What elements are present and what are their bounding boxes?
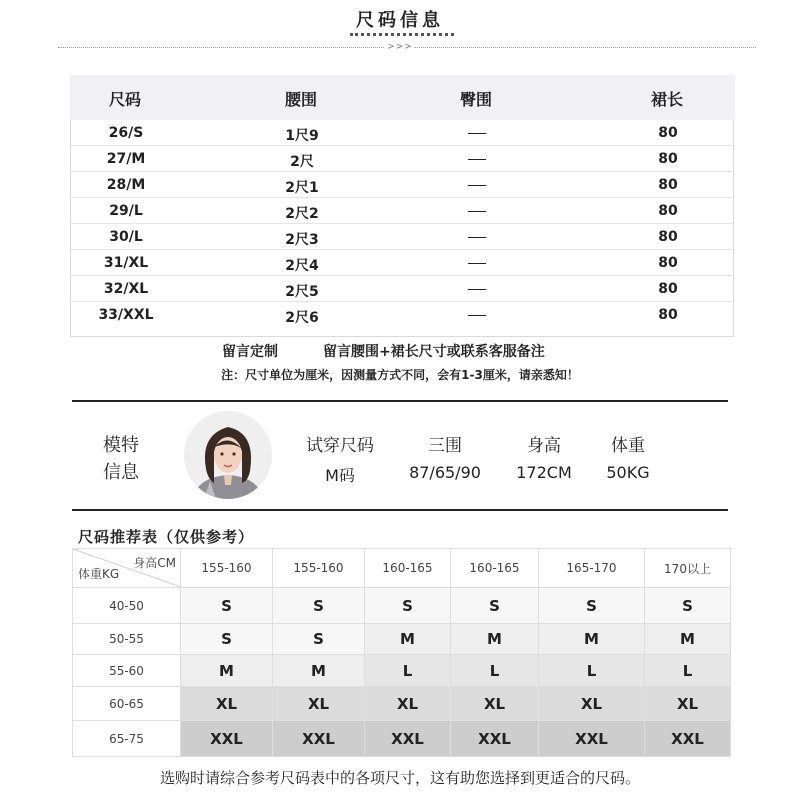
length-cell: 80 xyxy=(658,203,678,219)
length-cell: 80 xyxy=(658,229,678,245)
size-row xyxy=(71,172,733,198)
page-title: 尺码信息 xyxy=(356,10,444,31)
weight-range-label: 65-75 xyxy=(73,721,181,757)
measurement-note: 注：尺寸单位为厘米，因测量方式不同，会有1-3厘米，请亲悉知！ xyxy=(221,368,579,382)
size-cell: 33/XXL xyxy=(98,307,154,323)
waist-cell: 2尺2 xyxy=(285,206,319,222)
model-height: 身高 172CM xyxy=(516,436,572,482)
header-hip: 臀围 xyxy=(459,90,492,109)
size-table-header xyxy=(70,75,735,120)
recommended-size-cell: M xyxy=(539,624,645,655)
model-avatar xyxy=(184,411,272,499)
recommend-row xyxy=(73,624,731,655)
recommended-size-cell: XL xyxy=(273,687,365,721)
recommended-size-cell: XL xyxy=(539,687,645,721)
hip-cell xyxy=(417,177,537,193)
height-range-header: 155-160 xyxy=(181,549,273,588)
footer-tip: 选购时请综合参考尺码表中的各项尺寸，这有助您选择到更适合的尺码。 xyxy=(159,769,640,787)
weight-range-label: 40-50 xyxy=(73,588,181,624)
height-range-header: 160-165 xyxy=(451,549,539,588)
header-skirt-length: 裙长 xyxy=(650,90,683,109)
recommended-size-cell: XXL xyxy=(451,721,539,757)
header-waist: 腰围 xyxy=(284,90,317,109)
recommended-size-cell: M xyxy=(451,624,539,655)
model-label-line2: 信息 xyxy=(103,462,139,483)
waist-cell: 2尺3 xyxy=(285,232,319,248)
recommended-size-cell: S xyxy=(539,588,645,624)
section-divider xyxy=(72,509,728,511)
recommended-size-cell: M xyxy=(273,655,365,687)
recommended-size-cell: XL xyxy=(645,687,731,721)
size-cell: 32/XL xyxy=(103,281,149,297)
size-cell: 26/S xyxy=(108,125,144,141)
length-cell: 80 xyxy=(658,177,678,193)
dash-mark xyxy=(468,159,486,160)
custom-text: 留言腰围+裙长尺寸或联系客服备注 xyxy=(323,344,545,360)
recommended-size-cell: S xyxy=(273,624,365,655)
title-dotted-underline xyxy=(350,33,454,36)
recommended-size-cell: L xyxy=(451,655,539,687)
recommended-size-cell: M xyxy=(181,655,273,687)
corner-height-label: 身高CM xyxy=(133,556,176,570)
dash-mark xyxy=(468,315,486,316)
recommend-row xyxy=(73,655,731,687)
recommended-size-cell: M xyxy=(645,624,731,655)
length-cell: 80 xyxy=(658,151,678,167)
hip-cell xyxy=(417,125,537,141)
waist-cell: 2尺 xyxy=(290,154,314,170)
recommended-size-cell: XXL xyxy=(365,721,451,757)
size-table-body xyxy=(70,120,734,337)
recommend-title: 尺码推荐表（仅供参考） xyxy=(78,528,255,546)
model-measurements: 三围 87/65/90 xyxy=(409,436,481,482)
waist-cell: 2尺6 xyxy=(285,310,319,326)
model-label-line1: 模特 xyxy=(103,435,139,456)
length-cell: 80 xyxy=(658,255,678,271)
title-arrows: >>> xyxy=(385,41,415,53)
hip-cell xyxy=(417,229,537,245)
hip-cell xyxy=(417,255,537,271)
size-row xyxy=(71,146,733,172)
size-cell: 31/XL xyxy=(103,255,149,271)
size-cell: 28/M xyxy=(106,177,146,193)
size-row xyxy=(71,198,733,224)
length-cell: 80 xyxy=(658,125,678,141)
model-weight: 体重 50KG xyxy=(606,436,650,482)
section-divider xyxy=(72,400,728,402)
recommended-size-cell: XL xyxy=(181,687,273,721)
recommended-size-cell: S xyxy=(181,588,273,624)
height-range-header: 155-160 xyxy=(273,549,365,588)
waist-cell: 1尺9 xyxy=(285,128,319,144)
recommended-size-cell: XXL xyxy=(181,721,273,757)
height-range-header: 160-165 xyxy=(365,549,451,588)
hip-cell xyxy=(417,203,537,219)
recommend-corner xyxy=(73,549,181,588)
recommended-size-cell: L xyxy=(539,655,645,687)
recommended-size-cell: S xyxy=(645,588,731,624)
size-row xyxy=(71,250,733,276)
waist-cell: 2尺4 xyxy=(285,258,319,274)
recommended-size-cell: XL xyxy=(451,687,539,721)
recommended-size-cell: S xyxy=(273,588,365,624)
recommend-header-row xyxy=(73,549,731,588)
weight-range-label: 55-60 xyxy=(73,655,181,687)
size-row xyxy=(71,120,733,146)
size-cell: 30/L xyxy=(109,229,143,245)
size-cell: 29/L xyxy=(109,203,143,219)
hip-cell xyxy=(417,281,537,297)
custom-label: 留言定制 xyxy=(222,344,278,360)
dash-mark xyxy=(468,289,486,290)
waist-cell: 2尺5 xyxy=(285,284,319,300)
dash-mark xyxy=(468,185,486,186)
model-tried-size: 试穿尺码 M码 xyxy=(306,436,374,485)
recommended-size-cell: XXL xyxy=(273,721,365,757)
recommended-size-cell: S xyxy=(365,588,451,624)
recommended-size-cell: XXL xyxy=(645,721,731,757)
dash-mark xyxy=(468,211,486,212)
header-size: 尺码 xyxy=(108,90,141,109)
weight-range-label: 60-65 xyxy=(73,687,181,721)
dash-mark xyxy=(468,263,486,264)
recommend-row xyxy=(73,588,731,624)
hip-cell xyxy=(417,307,537,323)
recommended-size-cell: S xyxy=(451,588,539,624)
corner-weight-label: 体重KG xyxy=(78,567,120,581)
dash-mark xyxy=(468,237,486,238)
recommended-size-cell: M xyxy=(365,624,451,655)
recommend-row xyxy=(73,721,731,757)
size-row xyxy=(71,302,733,328)
recommended-size-cell: L xyxy=(365,655,451,687)
weight-range-label: 50-55 xyxy=(73,624,181,655)
recommended-size-cell: L xyxy=(645,655,731,687)
height-range-header: 170以上 xyxy=(645,549,731,588)
size-cell: 27/M xyxy=(106,151,146,167)
recommended-size-cell: XL xyxy=(365,687,451,721)
height-range-header: 165-170 xyxy=(539,549,645,588)
waist-cell: 2尺1 xyxy=(285,180,319,196)
recommended-size-cell: S xyxy=(181,624,273,655)
dash-mark xyxy=(468,133,486,134)
size-row xyxy=(71,276,733,302)
length-cell: 80 xyxy=(658,307,678,323)
recommend-row xyxy=(73,687,731,721)
recommend-table xyxy=(72,548,731,757)
recommended-size-cell: XXL xyxy=(539,721,645,757)
hip-cell xyxy=(417,151,537,167)
length-cell: 80 xyxy=(658,281,678,297)
size-row xyxy=(71,224,733,250)
